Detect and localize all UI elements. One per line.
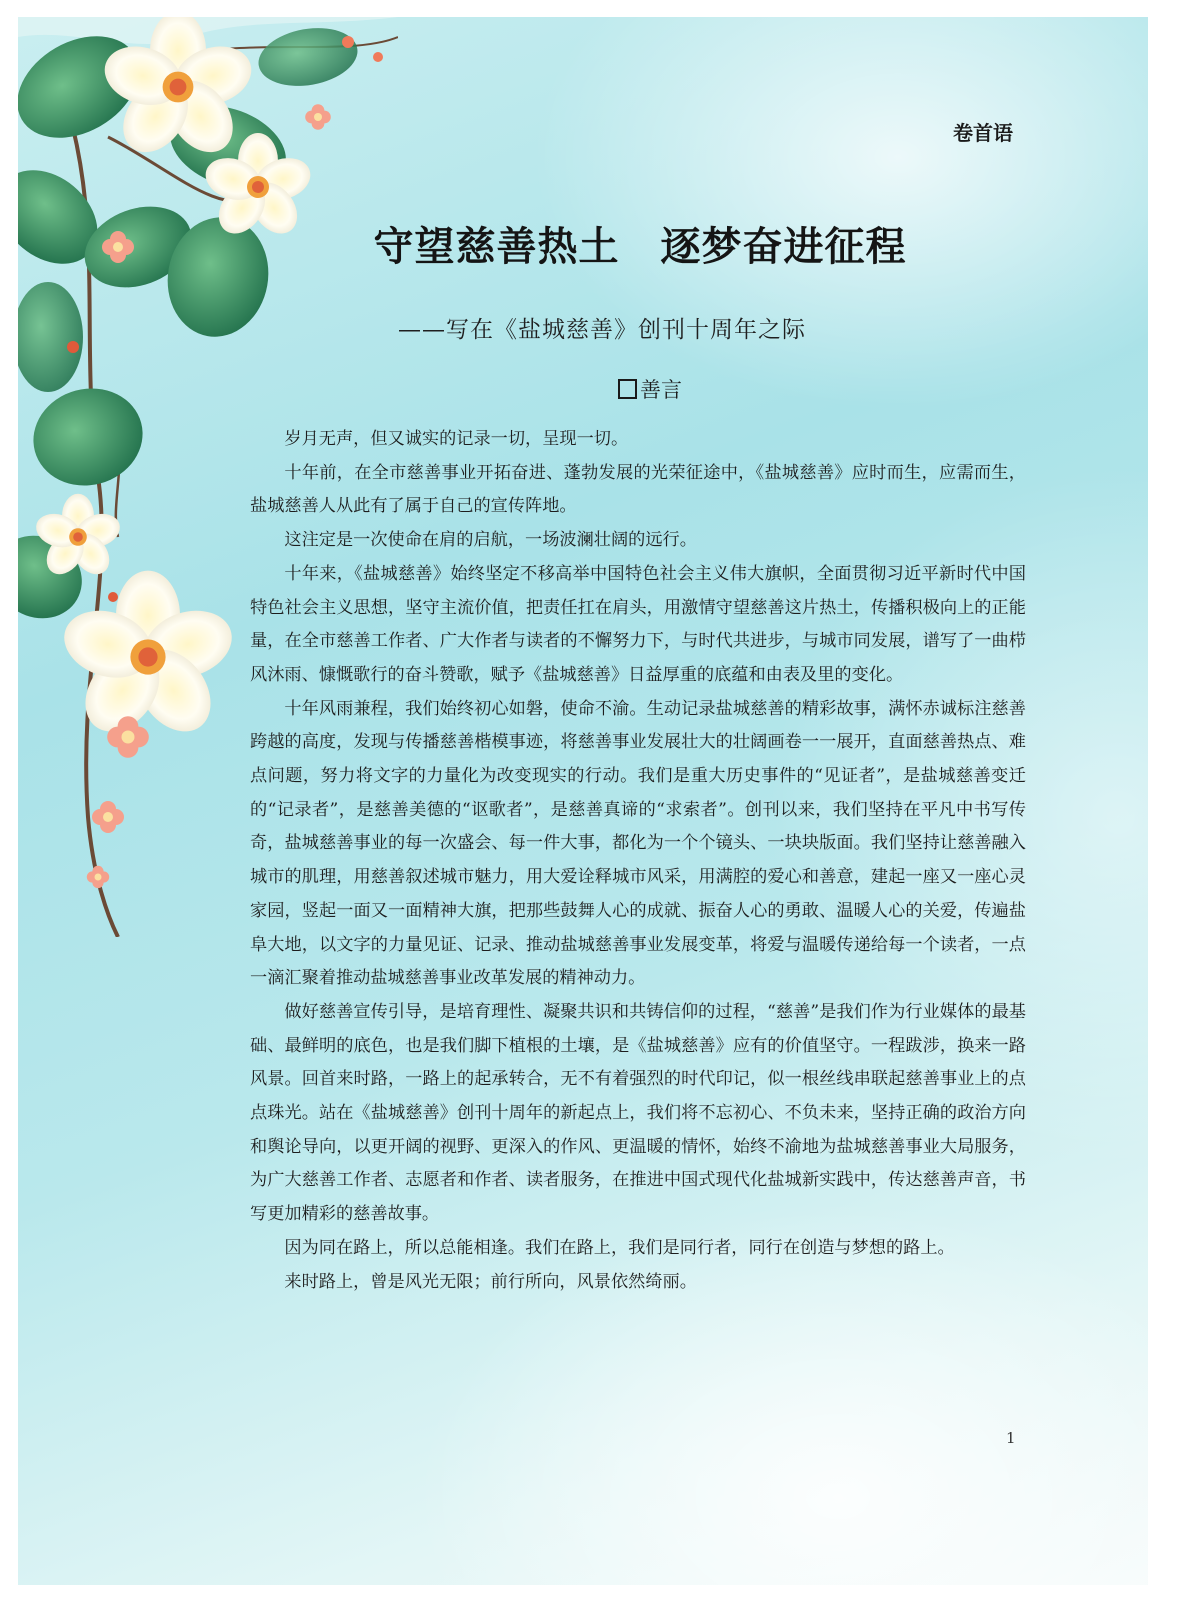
article-body [250, 423, 1026, 1299]
paragraph: 岁月无声，但又诚实的记录一切，呈现一切。 [284, 429, 629, 449]
paragraph: 十年前，在全市慈善事业开拓奋进、蓬勃发展的光荣征途中，《盐城慈善》应时而生，应需而生，盐城慈善人从此有了属于自己的宣传阵地。 [250, 462, 1026, 517]
article-subtitle: ——写在《盐城慈善》创刊十周年之际 [398, 317, 806, 343]
author-box-icon [618, 379, 637, 399]
article-title: 守望慈善热土 逐梦奋进征程 [373, 223, 907, 270]
section-label: 卷首语 [953, 121, 1013, 145]
author-line [618, 374, 682, 404]
paragraph: 做好慈善宣传引导，是培育理性、凝聚共识和共铸信仰的过程，“慈善”是我们作为行业媒体的最基础、最鲜明的底色，也是我们脚下植根的土壤，是《盐城慈善》应有的价值坚守。一程跋涉，换来一路风景。回首来时路，一路上的起承转合，无不有着强烈的时代印记，似一根丝线串联起慈善事业上的点点珠光。站在《盐城慈善》创刊十周年的新起点上，我们将不忘初心、不负未来，坚持正确的政治方向和舆论导向，以更开阔的视野、更深入的作风、更温暖的情怀，始终不渝地为盐城慈善事业大局服务，为广大慈善工作者、志愿者和作者、读者服务，在推进中国式现代化盐城新实践中，传达慈善声音，书写更加精彩的慈善故事。 [250, 1001, 1026, 1225]
page-number: 1 [1006, 1429, 1016, 1447]
paragraph: 因为同在路上，所以总能相逢。我们在路上，我们是同行者，同行在创造与梦想的路上。 [284, 1237, 955, 1258]
paragraph: 十年来，《盐城慈善》始终坚定不移高举中国特色社会主义伟大旗帜，全面贯彻习近平新时代中国特色社会主义思想，坚守主流价值，把责任扛在肩头，用激情守望慈善这片热土，传播积极向上的正能量，在全市慈善工作者、广大作者与读者的不懈努力下，与时代共进步，与城市同发展，谱写了一曲栉风沐雨、慷慨歌行的奋斗赞歌，赋予《盐城慈善》日益厚重的底蕴和由表及里的变化。 [250, 563, 1026, 685]
paragraph: 这注定是一次使命在肩的启航，一场波澜壮阔的远行。 [284, 530, 697, 551]
author-name: 善言 [640, 378, 682, 402]
paragraph: 来时路上，曾是风光无限；前行所向，风景依然绮丽。 [284, 1271, 697, 1292]
magazine-page [18, 17, 1148, 1585]
paragraph: 十年风雨兼程，我们始终初心如磐，使命不渝。生动记录盐城慈善的精彩故事，满怀赤诚标注慈善跨越的高度，发现与传播慈善楷模事迹，将慈善事业发展壮大的壮阔画卷一一展开，直面慈善热点、难点问题，努力将文字的力量化为改变现实的行动。我们是重大历史事件的“见证者”，是盐城慈善变迁的“记录者”，是慈善美德的“讴歌者”，是慈善真谛的“求索者”。创刊以来，我们坚持在平凡中书写传奇，盐城慈善事业的每一次盛会、每一件大事，都化为一个个镜头、一块块版面。我们坚持让慈善融入城市的肌理，用慈善叙述城市魅力，用大爱诠释城市风采，用满腔的爱心和善意，建起一座又一座心灵家园，竖起一面又一面精神大旗，把那些鼓舞人心的成就、振奋人心的勇敢、温暖人心的关爱，传遍盐阜大地，以文字的力量见证、记录、推动盐城慈善事业发展变革，将爱与温暖传递给每一个读者，一点一滴汇聚着推动盐城慈善事业改革发展的精神动力。 [250, 698, 1026, 989]
